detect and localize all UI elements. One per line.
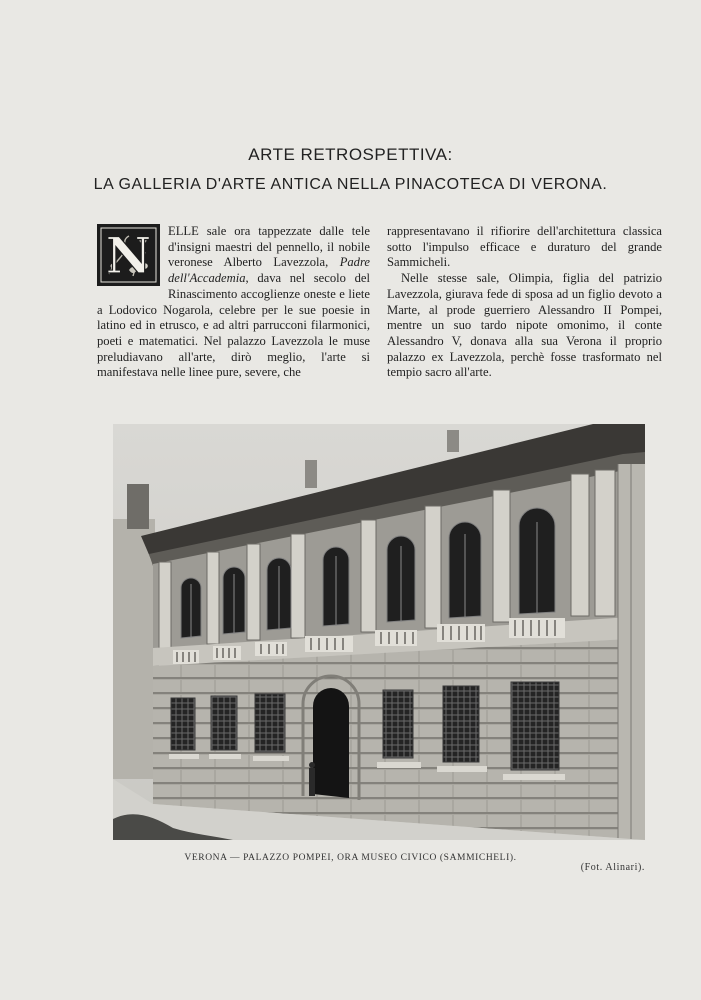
- photo-credit: (Fot. Alinari).: [580, 862, 645, 873]
- right-paragraph-1: rappresentavano il rifiorire dell'architettura classica sotto l'impulso efficace e duraturo del grande Sammicheli.: [387, 224, 662, 270]
- article-title-line1: ARTE RETROSPETTIVA:: [248, 145, 453, 164]
- palazzo-pompei-photo: [113, 424, 645, 840]
- right-paragraph-2: Nelle stesse sale, Olimpia, figlia del patrizio Lavezzola, giurava fede di sposa ad un figlio devoto a Marte, al prode guerriero Alessandro II Pompei, mentre un suo tardo nipote omonimo, il conte Alessandro V, donava alla sua Verona il proprio palazzo ex Lavezzola, perchè fosse trasformato nel tempio sacro all'arte.: [387, 271, 662, 380]
- decorated-initial-n: [97, 224, 160, 286]
- floral-initial-icon: [99, 226, 158, 284]
- left-paragraph-italic: Padre dell'Accademia: [168, 255, 370, 286]
- building-illustration: [113, 424, 645, 840]
- article-title-line2: LA GALLERIA D'ARTE ANTICA NELLA PINACOTECA DI VERONA.: [93, 176, 608, 193]
- text-column-right: [387, 224, 662, 381]
- dropcap-letter: N: [105, 226, 152, 284]
- left-paragraph-start: ELLE sale ora tappezzate dalle tele d'insigni maestri del pennello, il nobile veronese Alberto Lavezzola,: [168, 224, 370, 270]
- text-column-left: [97, 224, 370, 381]
- figure-caption: VERONA — PALAZZO POMPEI, ORA MUSEO CIVICO (SAMMICHELI).: [184, 853, 517, 863]
- left-paragraph-rest: , dava nel secolo del Rinascimento accoglienze oneste e liete a Lodovico Nogarola, celebre per le sue poesie in latino ed in etrusco, e ad altri parrucconi filarmonici, poeti e matematici. Nel palazzo Lavezzola le muse preludiavano all'arte, dirò meglio, l'arte si manifestava nelle linee pure, severe, che: [97, 271, 370, 380]
